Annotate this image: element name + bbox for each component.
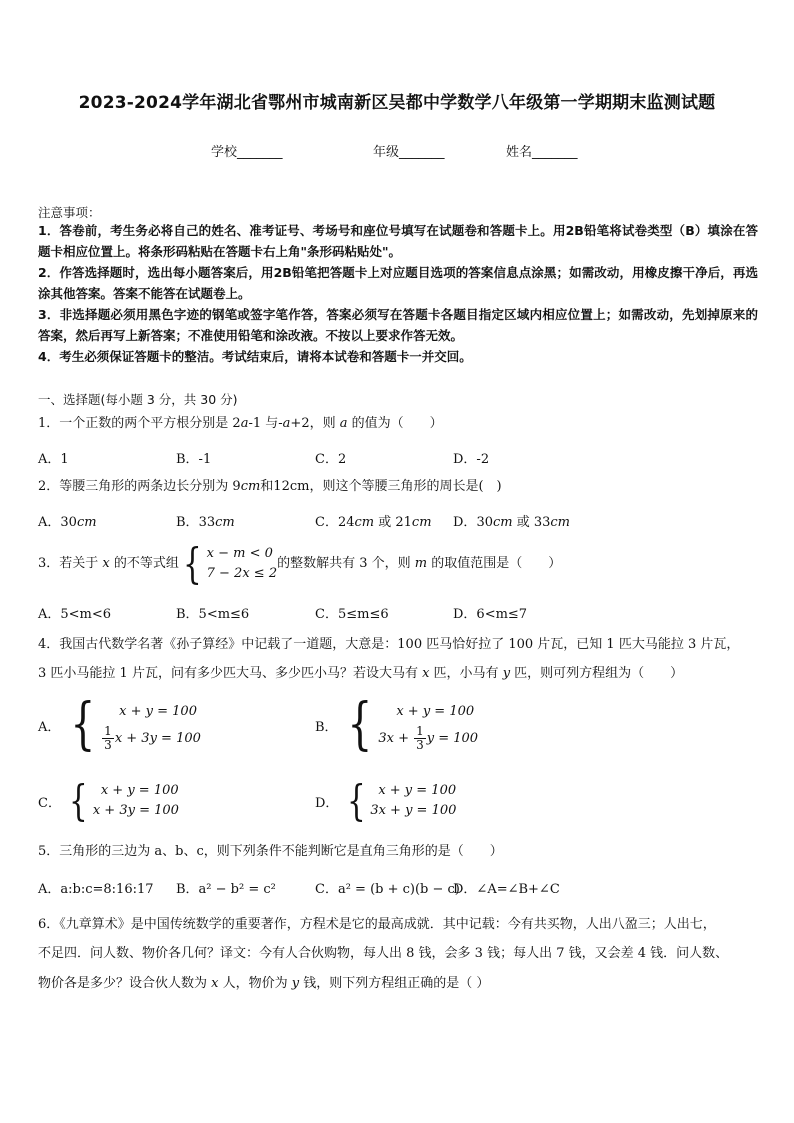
name-field: 姓名_______ — [506, 145, 578, 160]
question-2 — [38, 474, 760, 500]
q3-option-c: C．5≤m≤6 — [315, 607, 389, 622]
q1-text: -1 与- — [248, 416, 283, 431]
q1-text: 1．一个正数的两个平方根分别是 2 — [38, 416, 241, 431]
q2-option-b: B．33cm — [176, 515, 235, 530]
var-a: a — [282, 416, 291, 431]
q4-option-c: C． { x + y = 100 x + 3y = 100 — [38, 776, 179, 825]
q5-option-d: D．∠A=∠B+∠C — [453, 882, 560, 897]
note-item: 3．非选择题必须用黑色字迹的钢笔或签字笔作答，答案必须写在答题卡各题目指定区域内相应位置上；如需改动，先划掉原来的答案，然后再写上新答案；不准使用铅笔和涂改液。不按以上要求作答无效。 — [38, 307, 758, 343]
q2-option-d: D．30cm 或 33cm — [453, 515, 571, 530]
unit-cm: cm — [240, 479, 261, 494]
question-1 — [38, 411, 760, 437]
question-4-line-1: 4．我国古代数学名著《孙子算经》中记载了一道题，大意是：100 匹马恰好拉了 100 片瓦，已知 1 匹大马能拉 3 片瓦， — [38, 637, 740, 652]
inequality-1: x − m < 0 — [206, 545, 273, 561]
note-item: 1．答卷前，考生务必将自己的姓名、准考证号、考场号和座位号填写在试题卷和答题卡上。用2B铅笔将试卷类型（B）填涂在答题卡相应位置上。将条形码粘贴在答题卡右上角"条形码粘贴处"。 — [38, 223, 758, 259]
q3-option-a: A．5<m<6 — [38, 607, 112, 622]
q1-text: +2，则 — [290, 416, 340, 431]
q3-option-b: B．5<m≤6 — [176, 607, 250, 622]
q3-option-d: D．6<m≤7 — [453, 607, 528, 622]
grade-field: 年级_______ — [373, 145, 445, 160]
q5-option-b: B．a² − b² = c² — [176, 882, 276, 897]
notes-heading: 注意事项： — [38, 205, 101, 220]
q1-option-a: A．1 — [38, 452, 69, 467]
question-6-line-2: 不足四．问人数、物价各几何？译文：今有人合伙购物，每人出 8 钱，会多 3 钱；每人出 7 钱，又会差 4 钱．问人数、 — [38, 946, 729, 961]
question-6-line-3: 物价各是多少？设合伙人数为 x 人，物价为 y 钱，则下列方程组正确的是（ ） — [38, 976, 490, 991]
q1-option-c: C．2 — [315, 452, 347, 467]
q4-option-b: B． { x + y = 100 3x + $\frac{1}{3}$ y = 100 — [315, 692, 479, 757]
question-4-line-2: 3 匹小马能拉 1 片瓦，问有多少匹大马、多少匹小马？若设大马有 x 匹，小马有 y 匹，则可列方程组为（ ） — [38, 666, 684, 681]
var-a: a — [339, 416, 348, 431]
exam-title: 2023-2024学年湖北省鄂州市城南新区吴都中学数学八年级第一学期期末监测试题 — [78, 93, 716, 113]
q3-text: 的不等式组 — [109, 556, 179, 571]
q2-text: 2．等腰三角形的两条边长分别为 9 — [38, 479, 241, 494]
q2-text: 和12cm，则这个等腰三角形的周长是( ) — [260, 479, 502, 494]
q5-option-c: C．a² = (b + c)(b − c) — [315, 882, 460, 897]
q3-text: 的取值范围是（ ） — [427, 556, 562, 571]
question-5: 5．三角形的三边为 a、b、c，则下列条件不能判断它是直角三角形的是（ ） — [38, 844, 503, 859]
q2-option-a: A．30cm — [38, 515, 97, 530]
note-item: 2．作答选择题时，选出每小题答案后，用2B铅笔把答题卡上对应题目选项的答案信息点涂黑；如需改动，用橡皮擦干净后，再选涂其他答案。答案不能答在试题卷上。 — [38, 265, 758, 301]
q1-option-b: B．-1 — [176, 452, 212, 467]
var-a: a — [240, 416, 249, 431]
inequality-system: { x − m < 0 7 − 2x ≤ 2 — [182, 538, 278, 588]
q3-text: 3．若关于 — [38, 556, 103, 571]
q2-option-c: C．24cm 或 21cm — [315, 515, 432, 530]
var-x: x — [102, 556, 110, 571]
q4-option-a: A． { x + y = 100 $\frac{1}{3}$ x + 3y = 100 — [38, 692, 201, 757]
var-m: m — [414, 556, 428, 571]
school-field: 学校_______ — [211, 145, 283, 160]
question-6-line-1: 6．《九章算术》是中国传统数学的重要著作，方程术是它的最高成就．其中记载：今有共买物，人出八盈三；人出七， — [38, 917, 716, 932]
q1-text: 的值为（ ） — [347, 416, 443, 431]
inequality-2: 7 − 2x ≤ 2 — [206, 565, 278, 581]
question-3 — [38, 540, 760, 588]
q4-option-d: D． { x + y = 100 3x + y = 100 — [315, 776, 457, 825]
section-heading: 一、选择题(每小题 3 分，共 30 分) — [38, 392, 238, 407]
q3-text: 的整数解共有 3 个，则 — [277, 556, 415, 571]
q1-option-d: D．-2 — [453, 452, 490, 467]
q5-option-a: A．a:b:c=8:16:17 — [38, 882, 154, 897]
note-item: 4．考生必须保证答题卡的整洁。考试结束后，请将本试卷和答题卡一并交回。 — [38, 349, 472, 364]
